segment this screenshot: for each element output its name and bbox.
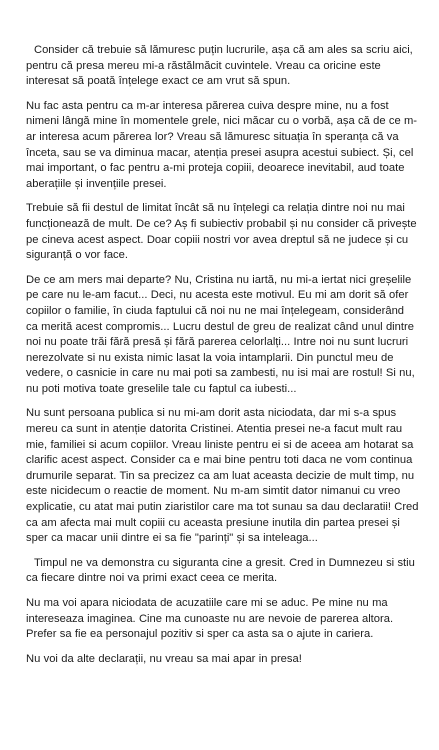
paragraph-8: Nu voi da alte declarații, nu vreau sa mai apar in presa!	[26, 652, 302, 665]
paragraph-5: Nu sunt persoana publica si nu mi-am dorit asta niciodata, dar mi s-a spus mereu ca sunt in atenție datorita Cristinei. Atentia presei ne-a facut mult rau mie, familiei si acum copiilor. Vreau liniste pentru ei si de aceea am hotarat sa clarific acest aspect. Consider ca e mai bine pentru toti daca ne vom continua drumurile separat. Tin sa precizez ca am luat aceasta decizie de mult timp, nu este nicidecum o reactie de moment. Nu m-am simtit dator nimanui cu vreo explicatie, cu atat mai putin ziaristilor care ma tot sunau sa dau declaratii! Cred ca am afecta mai mult copiii cu aceasta presiune inutila din partea presei și sper ca macar unii dintre ei sa fie "parinți" și sa inteleaga...	[26, 407, 419, 545]
paragraph-4: De ce am mers mai departe? Nu, Cristina nu iartă, nu mi-a iertat nici greșelile pe care nu le-am facut... Deci, nu acesta este motivul. Eu mi am dorit să ofer copiilor o familie, în ciuda faptului că noi nu ne mai înțelegeam, considerând ca merită acest compromis... Lucru destul de greu de realizat când unul dintre noi nu poate trăi fără presă și fără parerea celorlalți... Intre noi nu sunt lucruri nerezolvate si nu exista nimic lasat la voia intamplarii. Din punctul meu de vedere, o casnicie in care nu mai poti sa zambesti, nu isi mai are rostul! Si nu, nu poti motiva toate greselile tale cu faptul ca iubesti...	[26, 273, 415, 395]
paragraph-3: Trebuie să fii destul de limitat încât să nu înțelegi ca relația dintre noi nu mai funcționează de mult. De ce? Aș fi subiectiv probabil și nu consider că privește pe cineva acest aspect. Doar copiii nostri vor avea dreptul să ne judece și cu siguranță o vor face.	[26, 202, 417, 262]
paragraph-2: Nu fac asta pentru ca m-ar interesa părerea cuiva despre mine, nu a fost nimeni lângă mine în momentele grele, nici măcar cu o vorbă, așa că de ce m-ar interesa acum părerea lor? Vreau să lămuresc situația în speranța că va înceta, sau se va diminua macar, atenția presei asupra acestui subiect. Și, cel mai important, o fac pentru a-mi proteja copiii, deoarece inevitabil, aud toate aberațiile și invențiile presei.	[26, 99, 418, 190]
paragraph-7: Nu ma voi apara niciodata de acuzatiile care mi se aduc. Pe mine nu ma intereseaza imaginea. Cine ma cunoaste nu are nevoie de parerea altora. Prefer sa fie ea personajul pozitiv si sper ca asta sa o ajute in cariera.	[26, 597, 394, 641]
paragraph-1: Consider că trebuie să lămuresc puțin lucrurile, așa că am ales sa scriu aici, pentru că presa mereu mi-a răstălmăcit cuvintele. Vreau ca oricine este interesat să poată înțelege exact ce am vrut să spun.	[26, 44, 413, 88]
paragraph-6: Timpul ne va demonstra cu siguranta cine a gresit. Cred in Dumnezeu si stiu ca fiecare dintre noi va primi exact ceea ce merita.	[26, 556, 415, 585]
